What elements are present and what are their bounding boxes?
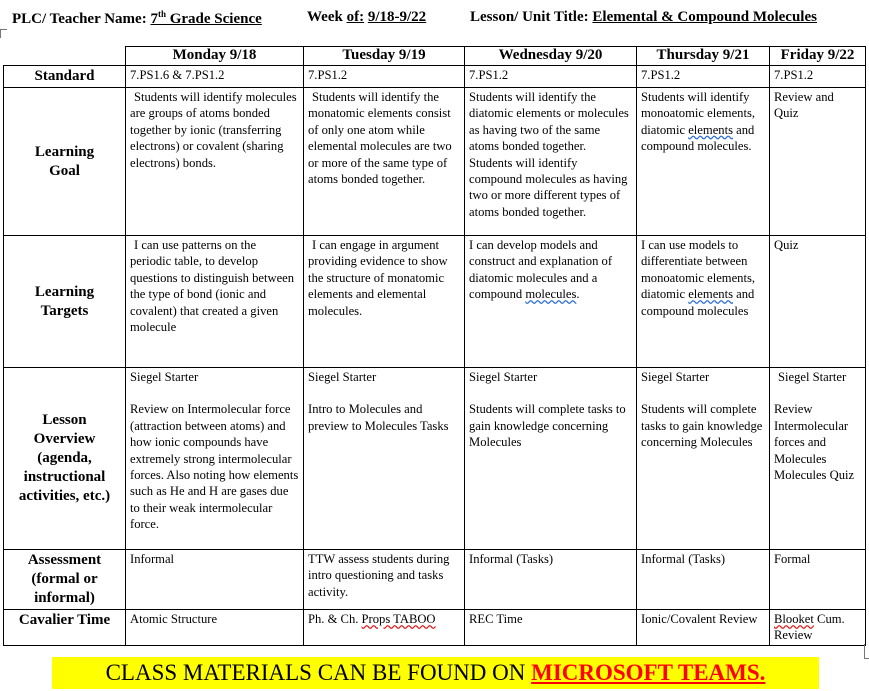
assessment-cell: Informal (Tasks) (637, 550, 770, 610)
empty-corner-cell (4, 47, 126, 66)
row-label-learning-goal: Learning Goal (4, 88, 126, 236)
starter-label: Siegel Starter (641, 370, 710, 384)
learning-target-cell: I can use models to differentiate between monoatomic elements, diatomic elements and compound molecules (637, 236, 770, 368)
learning-target-cell: Quiz (770, 236, 866, 368)
cavalier-time-cell: Ph. & Ch. Props TABOO (304, 610, 465, 646)
margin-corner-mark (864, 644, 869, 659)
learning-targets-row (4, 236, 866, 368)
row-label-learning-targets: Learning Targets (4, 236, 126, 368)
learning-goal-cell: Students will identify monoatomic elements, diatomic elements and compound molecules. (637, 88, 770, 236)
row-label-cavalier-time: Cavalier Time (4, 610, 126, 646)
day-header: Tuesday 9/19 (304, 47, 465, 66)
class-materials-banner (52, 657, 819, 689)
grade-name: 7th Grade Science (150, 9, 262, 27)
lesson-overview-cell (465, 368, 637, 550)
standard-cell: 7.PS1.2 (465, 66, 637, 88)
spellcheck-word: elements (688, 287, 733, 302)
margin-corner-mark (0, 29, 7, 38)
cavalier-time-cell: Ionic/Covalent Review (637, 610, 770, 646)
day-header: Thursday 9/21 (637, 47, 770, 66)
lesson-overview-cell (770, 368, 866, 550)
learning-goal-cell: Review and Quiz (770, 88, 866, 236)
week-label: Week of: 9/18-9/22 (307, 9, 427, 25)
day-header: Friday 9/22 (770, 47, 866, 66)
learning-goal-cell: Students will identify the diatomic elements or molecules as having two of the same atoms bonded together. Students will identify compound molecules as having two or more different types of atoms bonded together. (465, 88, 637, 236)
standard-cell: 7.PS1.2 (637, 66, 770, 88)
learning-target-cell: I can develop models and construct and explanation of diatomic molecules and a compound molecules. (465, 236, 637, 368)
overview-text: Review Intermolecular forces and Molecules Molecules Quiz (774, 402, 855, 483)
overview-text: Review on Intermolecular force (attraction between atoms) and how ionic compounds have extremely strong intermolecular forces. Also noting how elements such as He and H are gases due to their weak intermolecular force. (130, 402, 299, 532)
document-header (12, 6, 864, 32)
cavalier-time-cell: REC Time (465, 610, 637, 646)
starter-label: Siegel Starter (130, 370, 199, 384)
teacher-label: PLC/ Teacher Name: 7th Grade Science (12, 9, 262, 27)
spellcheck-word: molecules (525, 287, 577, 302)
standard-cell: 7.PS1.6 & 7.PS1.2 (126, 66, 304, 88)
lesson-overview-cell (304, 368, 465, 550)
overview-text: Students will complete tasks to gain knowledge concerning Molecules (641, 402, 763, 450)
lesson-overview-row (4, 368, 866, 550)
standard-cell: 7.PS1.2 (770, 66, 866, 88)
row-label-assessment: Assessment (formal or informal) (4, 550, 126, 610)
microsoft-teams-highlight: MICROSOFT TEAMS. (531, 660, 766, 685)
learning-target-cell: I can engage in argument providing evidence to show the structure of monatomic elements and elemental molecules. (304, 236, 465, 368)
assessment-cell: Formal (770, 550, 866, 610)
standard-cell: 7.PS1.2 (304, 66, 465, 88)
lesson-overview-cell (637, 368, 770, 550)
lesson-plan-table (3, 46, 866, 646)
cavalier-time-cell: Atomic Structure (126, 610, 304, 646)
starter-label: Siegel Starter (778, 370, 847, 384)
cavalier-time-cell: Blooket Cum. Review (770, 610, 866, 646)
standard-row (4, 66, 866, 88)
lesson-overview-cell (126, 368, 304, 550)
banner-text: CLASS MATERIALS CAN BE FOUND ON (105, 660, 532, 685)
spellcheck-word: Props TABOO (361, 612, 436, 626)
learning-target-cell: I can use patterns on the periodic table, to develop questions to distinguish between the type of bond (ionic and covalent) that created a given molecule (126, 236, 304, 368)
starter-label: Siegel Starter (469, 370, 538, 384)
cavalier-time-row (4, 610, 866, 646)
overview-text: Students will complete tasks to gain knowledge concerning Molecules (469, 402, 626, 450)
day-header: Wednesday 9/20 (465, 47, 637, 66)
spellcheck-word: Blooket (774, 612, 814, 626)
row-label-lesson-overview: Lesson Overview (agenda, instructional activities, etc.) (4, 368, 126, 550)
learning-goal-cell: Students will identify molecules are groups of atoms bonded together by ionic (transferring electrons) or covalent (sharing electrons) bonds. (126, 88, 304, 236)
assessment-cell: TTW assess students during intro questioning and tasks activity. (304, 550, 465, 610)
lesson-title: Lesson/ Unit Title: Elemental & Compound Molecules (470, 9, 817, 25)
day-header-row (4, 47, 866, 66)
spellcheck-word: elements (688, 122, 733, 137)
assessment-cell: Informal (126, 550, 304, 610)
assessment-cell: Informal (Tasks) (465, 550, 637, 610)
row-label-standard: Standard (4, 66, 126, 88)
learning-goal-cell: Students will identify the monatomic elements consist of only one atom while elemental molecules are two or more of the same type of atoms bonded together. (304, 88, 465, 236)
overview-text: Intro to Molecules and preview to Molecules Tasks (308, 402, 449, 433)
day-header: Monday 9/18 (126, 47, 304, 66)
learning-goal-row (4, 88, 866, 236)
assessment-row (4, 550, 866, 610)
starter-label: Siegel Starter (308, 370, 377, 384)
